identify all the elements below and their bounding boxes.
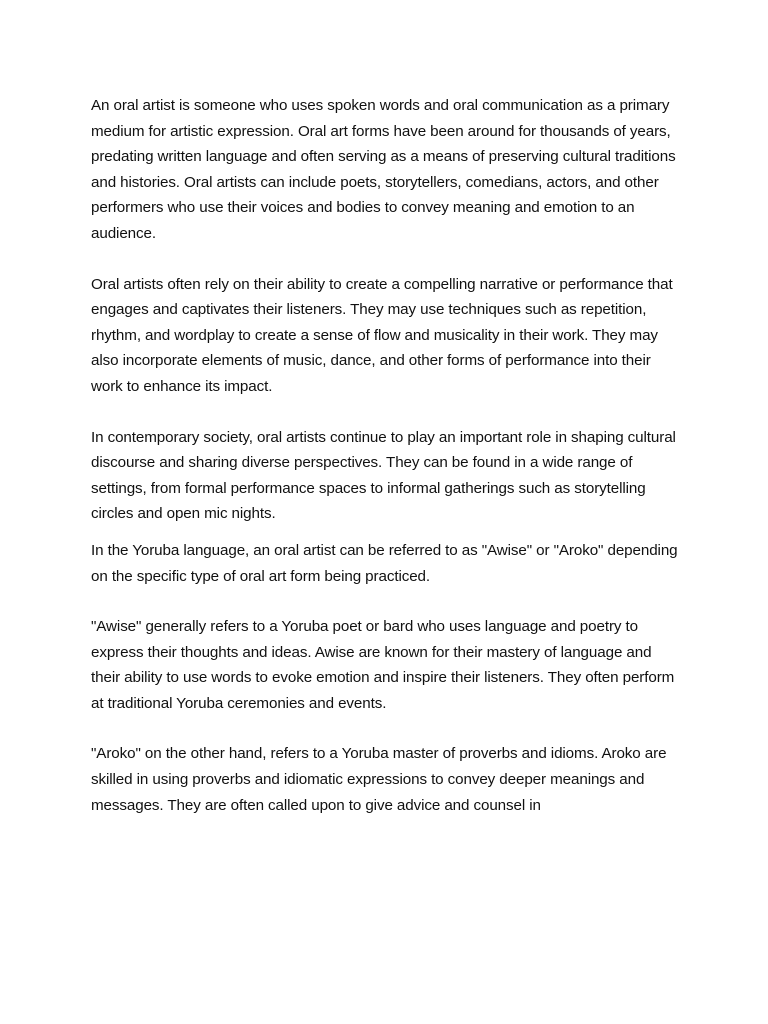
- document-page: [91, 93, 681, 818]
- paragraph-aroko: "Aroko" on the other hand, refers to a Yoruba master of proverbs and idioms. Aroko are skilled in using proverbs and idiomatic expressions to convey deeper meanings and messages. They are often called upon to give advice and counsel in: [91, 745, 667, 814]
- paragraph-awise: "Awise" generally refers to a Yoruba poet or bard who uses language and poetry to express their thoughts and ideas. Awise are known for their mastery of language and their ability to use words to evoke emotion and inspire their listeners. They often perform at traditional Yoruba ceremonies and events.: [91, 618, 675, 712]
- paragraph-oral-artist-techniques: Oral artists often rely on their ability to create a compelling narrative or performance that engages and captivates their listeners. They may use techniques such as repetition, rhythm, and wordplay to create a sense of flow and musicality in their work. They may also incorporate elements of music, dance, and other forms of performance into their work to enhance its impact.: [91, 275, 673, 395]
- paragraph-yoruba-language: In the Yoruba language, an oral artist can be referred to as "Awise" or "Aroko" depending on the specific type of oral art form being practiced.: [91, 541, 678, 585]
- paragraph-contemporary-society: In contemporary society, oral artists continue to play an important role in shaping cultural discourse and sharing diverse perspectives. They can be found in a wide range of settings, from formal performance spaces to informal gatherings such as storytelling circles and open mic nights.: [91, 428, 676, 523]
- paragraph-oral-artist-definition: An oral artist is someone who uses spoken words and oral communication as a primary medium for artistic expression. Oral art forms have been around for thousands of years, predating written language and often serving as a means of preserving cultural traditions and histories. Oral artists can include poets, storytellers, comedians, actors, and other performers who use their voices and bodies to convey meaning and emotion to an audience.: [91, 97, 676, 242]
